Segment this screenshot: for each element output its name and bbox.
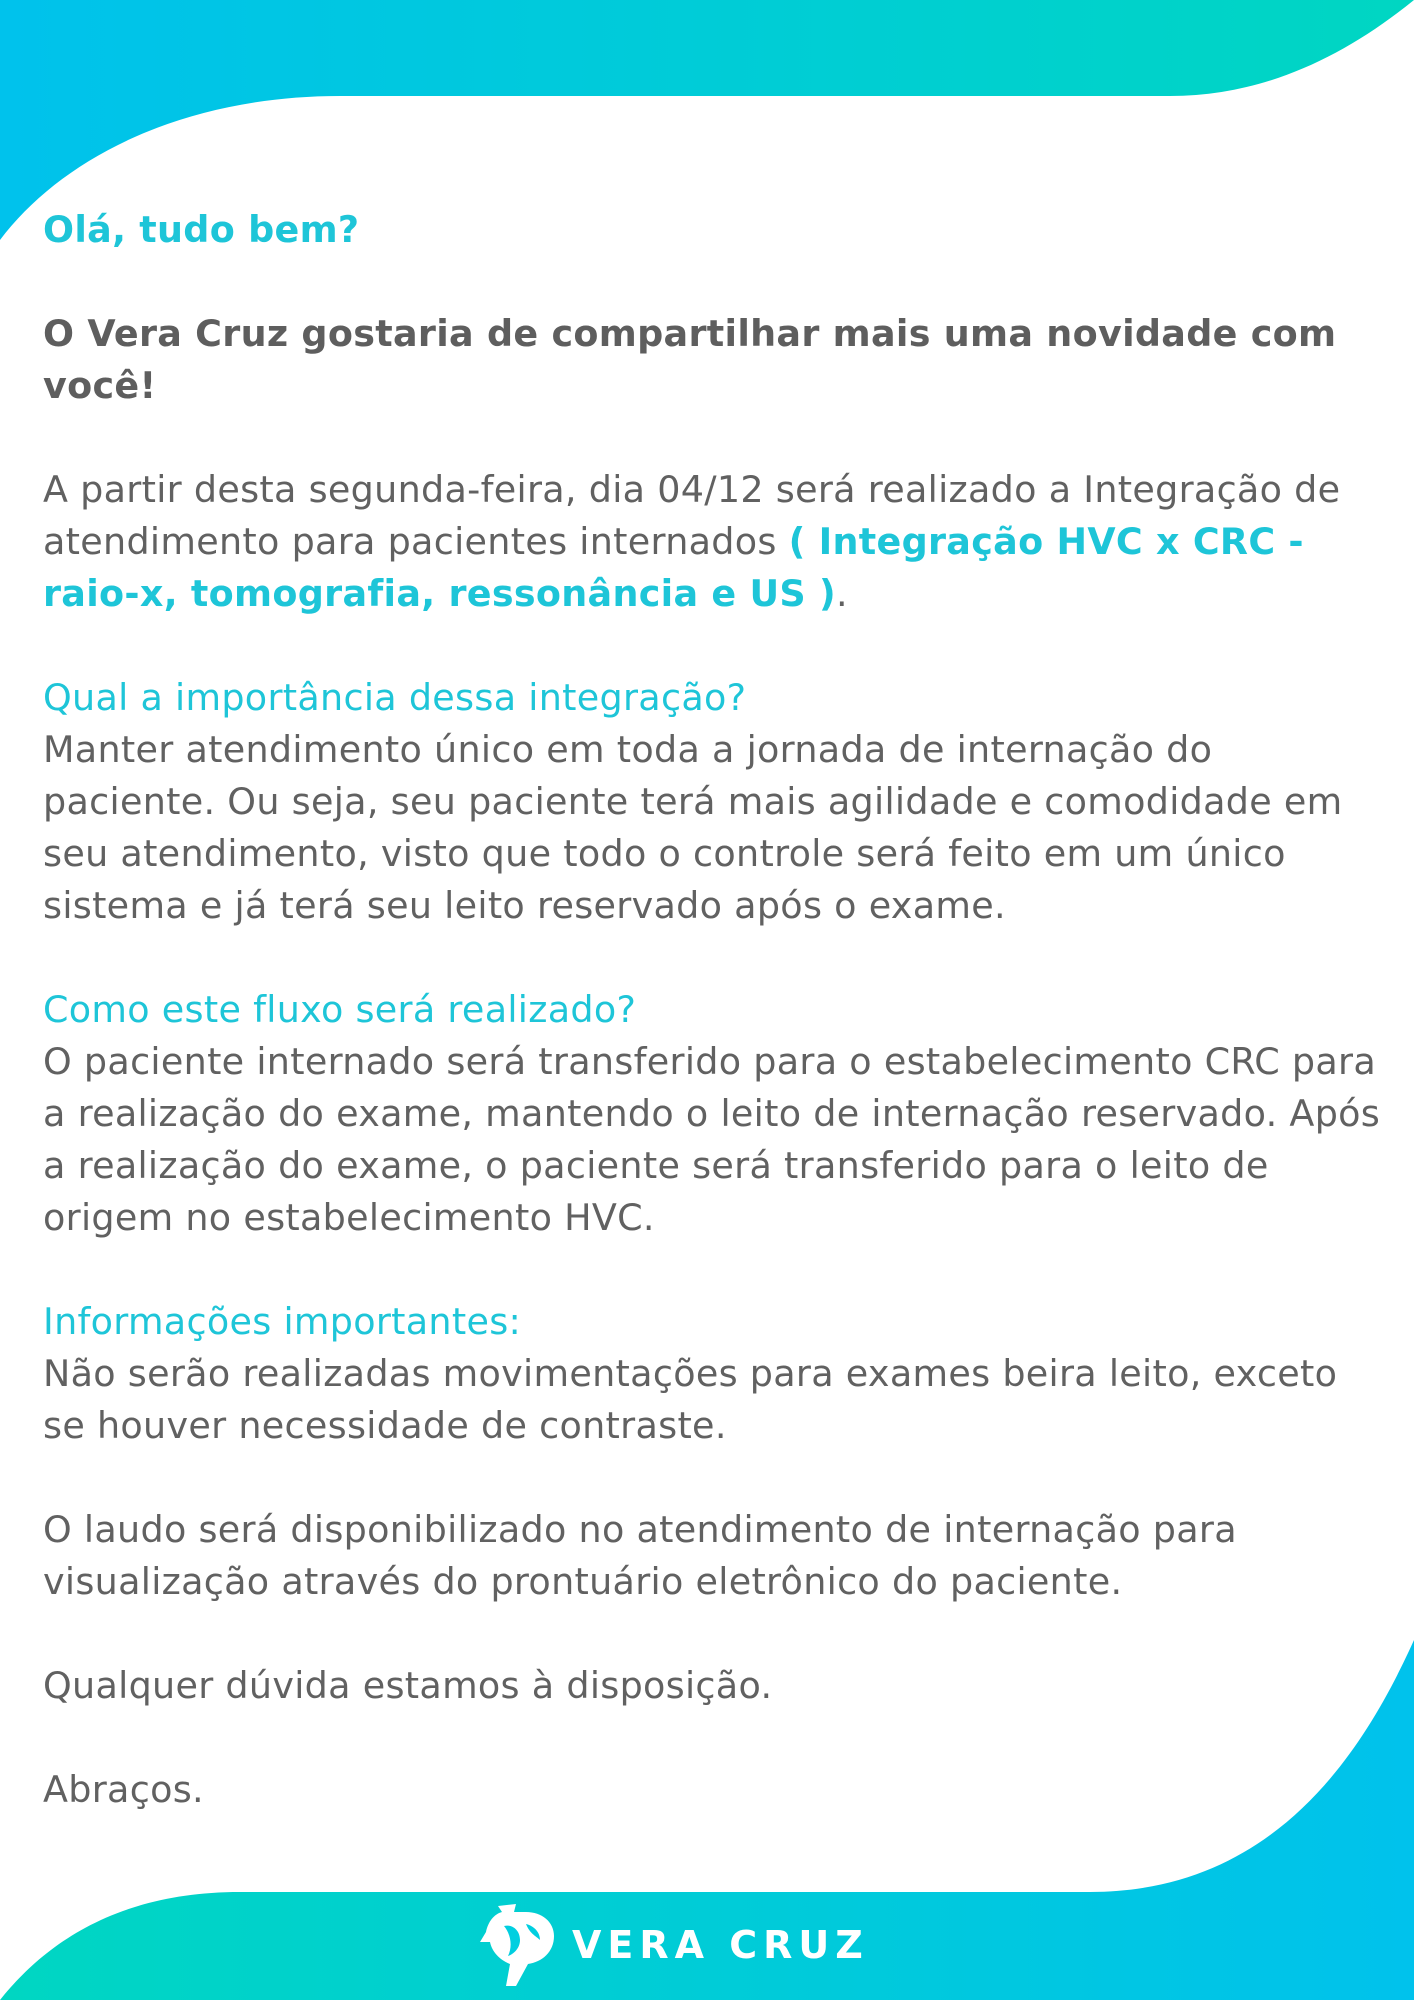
greeting: Olá, tudo bem?: [43, 208, 360, 251]
flow-heading: Como este fluxo será realizado?: [43, 988, 637, 1031]
importance-body: Manter atendimento único em toda a jornada de internação do paciente. Ou seja, seu paciente terá mais agilidade e comodidade em seu atendimento, visto que todo o controle será feito em um único sistema e já terá seu leito reservado após o exame.: [43, 728, 1343, 927]
intro-text: A partir desta segunda-feira, dia 04/12 será realizado a Integração de atendimento para pacientes internados: [43, 468, 1341, 563]
vera-cruz-logo-icon: [476, 1902, 558, 1988]
info-body: Não serão realizadas movimentações para exames beira leito, exceto se houver necessidade de contraste.: [43, 1352, 1338, 1447]
intro-paragraph: [43, 464, 1383, 620]
closing: Abraços.: [43, 1768, 204, 1811]
brand-name: VERA CRUZ: [572, 1923, 869, 1967]
report-paragraph: O laudo será disponibilizado no atendimento de internação para visualização através do prontuário eletrônico do paciente.: [43, 1508, 1237, 1603]
flow-body: O paciente internado será transferido para o estabelecimento CRC para a realização do exame, mantendo o leito de internação reservado. Após a realização do exame, o paciente será transferido para o leito de origem no estabelecimento HVC.: [43, 1040, 1381, 1239]
footer-logo: [476, 1900, 869, 1990]
message-body: [43, 204, 1383, 1816]
intro-end: .: [836, 572, 848, 615]
intro-highlight: ( Integração HVC x CRC - raio-x, tomografia, ressonância e US ): [43, 520, 1304, 615]
importance-heading: Qual a importância dessa integração?: [43, 676, 747, 719]
questions-paragraph: Qualquer dúvida estamos à disposição.: [43, 1664, 773, 1707]
lead-paragraph: O Vera Cruz gostaria de compartilhar mais uma novidade com você!: [43, 312, 1337, 407]
info-heading: Informações importantes:: [43, 1300, 522, 1343]
